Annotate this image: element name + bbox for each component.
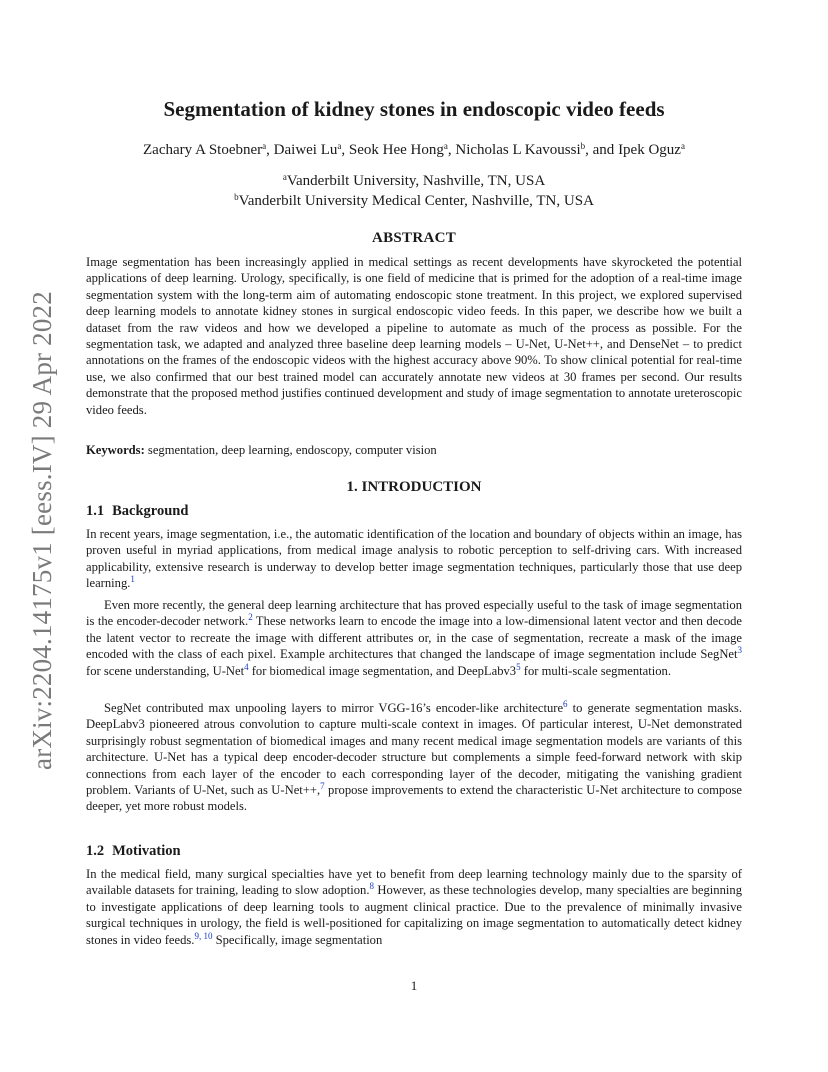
citation-link[interactable]: 2 xyxy=(248,612,253,623)
author-affiliation-mark: b xyxy=(580,141,586,151)
page-number: 1 xyxy=(410,978,418,993)
affiliation-mark: a xyxy=(282,172,287,182)
author-affiliation-mark: a xyxy=(337,141,342,151)
paper-title: Segmentation of kidney stones in endoscopic video feeds xyxy=(163,97,665,121)
subsection-title: Motivation xyxy=(112,843,181,859)
abstract-text: Image segmentation has been increasingly applied in medical settings as recent developments have skyrocketed the potential applications of deep learning. Urology, specifically, is one field of medicine that is primed for the adoption of a real-time image segmentation system with the long-term aim of automating endoscopic stone treatment. In this project, we explored supervised deep learning models to annotate kidney stones in surgical endoscopic video feeds. In this paper, we describe how we built a dataset from the raw videos and how we developed a pipeline to automate as much of the process as possible. For the segmentation task, we adapted and analyzed three baseline deep learning models – U-Net, U-Net++, and DenseNet – to predict annotations on the frames of the endoscopic videos with the highest accuracy above 90%. To show clinical potential for real-time use, we also confirmed that our best trained model can accurately annotate new videos at 30 frames per second. Our results demonstrate that the proposed method justifies continued development and study of image segmentation to annotate ureteroscopic video feeds. xyxy=(86,255,742,417)
author-name: Daiwei Lu xyxy=(273,142,338,158)
author-name: Zachary A Stoebner xyxy=(143,142,263,158)
abstract-heading: ABSTRACT xyxy=(371,230,457,246)
affiliation-text: Vanderbilt University Medical Center, Nashville, TN, USA xyxy=(238,193,594,209)
subsection-heading-motivation xyxy=(86,843,181,860)
author-affiliation-mark: a xyxy=(680,141,685,151)
arxiv-identifier-text: arXiv:2204.14175v1 [eess.IV] 29 Apr 2022 xyxy=(26,290,57,770)
section-heading-introduction: 1. INTRODUCTION xyxy=(346,479,482,495)
subsection-number: 1.2 xyxy=(86,843,105,859)
background-paragraph-3: SegNet contributed max unpooling layers to mirror VGG-16’s encoder-like architecture$^6$ to generate segmentation masks. DeepLabv3 pioneered atrous convolution to capture multi-scale context in images. Of particular interest, U-Net demonstrated surprisingly robust segmentation of biomedical images and many recent medical image segmentation models are variants of this architecture. U-Net has a typical deep encoder-decoder structure but complements a simple feed-forward network with skip connections from each layer of the encoder to each corresponding layer of the decoder, mitigating the vanishing gradient problem. Variants of U-Net, such as U-Net++,$^7$ propose improvements to extend the characteristic U-Net architecture to compose deeper, yet more robust models. xyxy=(86,699,742,814)
citation-link[interactable]: 5 xyxy=(516,661,521,672)
author-list: Zachary A Stoebner$^a$, Daiwei Lu$^a$, Seok Hee Hong$^a$, Nicholas L Kavoussi$^b$, and Ipek Oguz$^a$ xyxy=(143,141,685,158)
citation-link[interactable]: 6 xyxy=(563,699,568,709)
citation-link[interactable]: 3 xyxy=(737,645,742,656)
citation-link[interactable]: 7 xyxy=(320,781,325,792)
affiliation-b xyxy=(86,193,742,210)
keywords-text: segmentation, deep learning, endoscopy, computer vision xyxy=(147,443,437,457)
author-name: Seok Hee Hong xyxy=(348,142,444,158)
author-name: Nicholas L Kavoussi xyxy=(455,142,581,158)
keywords xyxy=(86,442,742,458)
subsection-number: 1.1 xyxy=(86,503,105,519)
arxiv-identifier-stamp xyxy=(22,285,62,775)
subsection-heading-background xyxy=(86,503,188,520)
background-paragraph-2: Even more recently, the general deep learning architecture that has proved especially useful to the task of image segmentation is the encoder-decoder network.$^2$ These networks learn to encode the image into a low-dimensional latent vector and then decode the latent vector to recreate the image with different attributes or, in the case of segmentation, recreate a mask of the image encoded with the class of each pixel. Example architectures that changed the landscape of image segmentation include SegNet$^3$ for scene understanding, U-Net$^4$ for biomedical image segmentation, and DeepLabv3$^5$ for multi-scale segmentation. xyxy=(86,598,743,678)
affiliation-mark: b xyxy=(234,192,239,202)
subsection-title: Background xyxy=(112,503,189,519)
affiliation-a xyxy=(86,173,742,190)
background-paragraph-1: In recent years, image segmentation, i.e., the automatic identification of the location and boundary of objects within an image, has proven useful in myriad applications, from medical image analysis to robotic perception to self-driving cars. With increased applicability, extensive research is underway to develop better image segmentation techniques, particularly those that use deep learning.$^1$ xyxy=(86,527,742,591)
citation-link[interactable]: 1 xyxy=(130,574,135,585)
author-name: Ipek Oguz xyxy=(618,142,681,158)
citation-link[interactable]: 9, 10 xyxy=(194,930,213,941)
citation-link[interactable]: 4 xyxy=(244,661,249,672)
keywords-label: Keywords: xyxy=(86,443,145,457)
affiliation-text: Vanderbilt University, Nashville, TN, USA xyxy=(286,173,546,189)
author-affiliation-mark: a xyxy=(443,141,448,151)
citation-link[interactable]: 8 xyxy=(369,881,375,892)
motivation-paragraph-1: In the medical field, many surgical specialties have yet to benefit from deep learning technology mainly due to the sparsity of available datasets for training, leading to slow adoption.$^8$ However, as these technologies develop, many specialties are beginning to investigate applications of deep learning tools to augment clinical practice. Due to the prevalence of minimally invasive surgical techniques in urology, the field is well-positioned for capitalizing on image segmentation to automatically detect kidney stones in video feeds.$^{9, 10}$ Specifically, image segmentation xyxy=(86,867,742,947)
author-affiliation-mark: a xyxy=(262,141,267,151)
